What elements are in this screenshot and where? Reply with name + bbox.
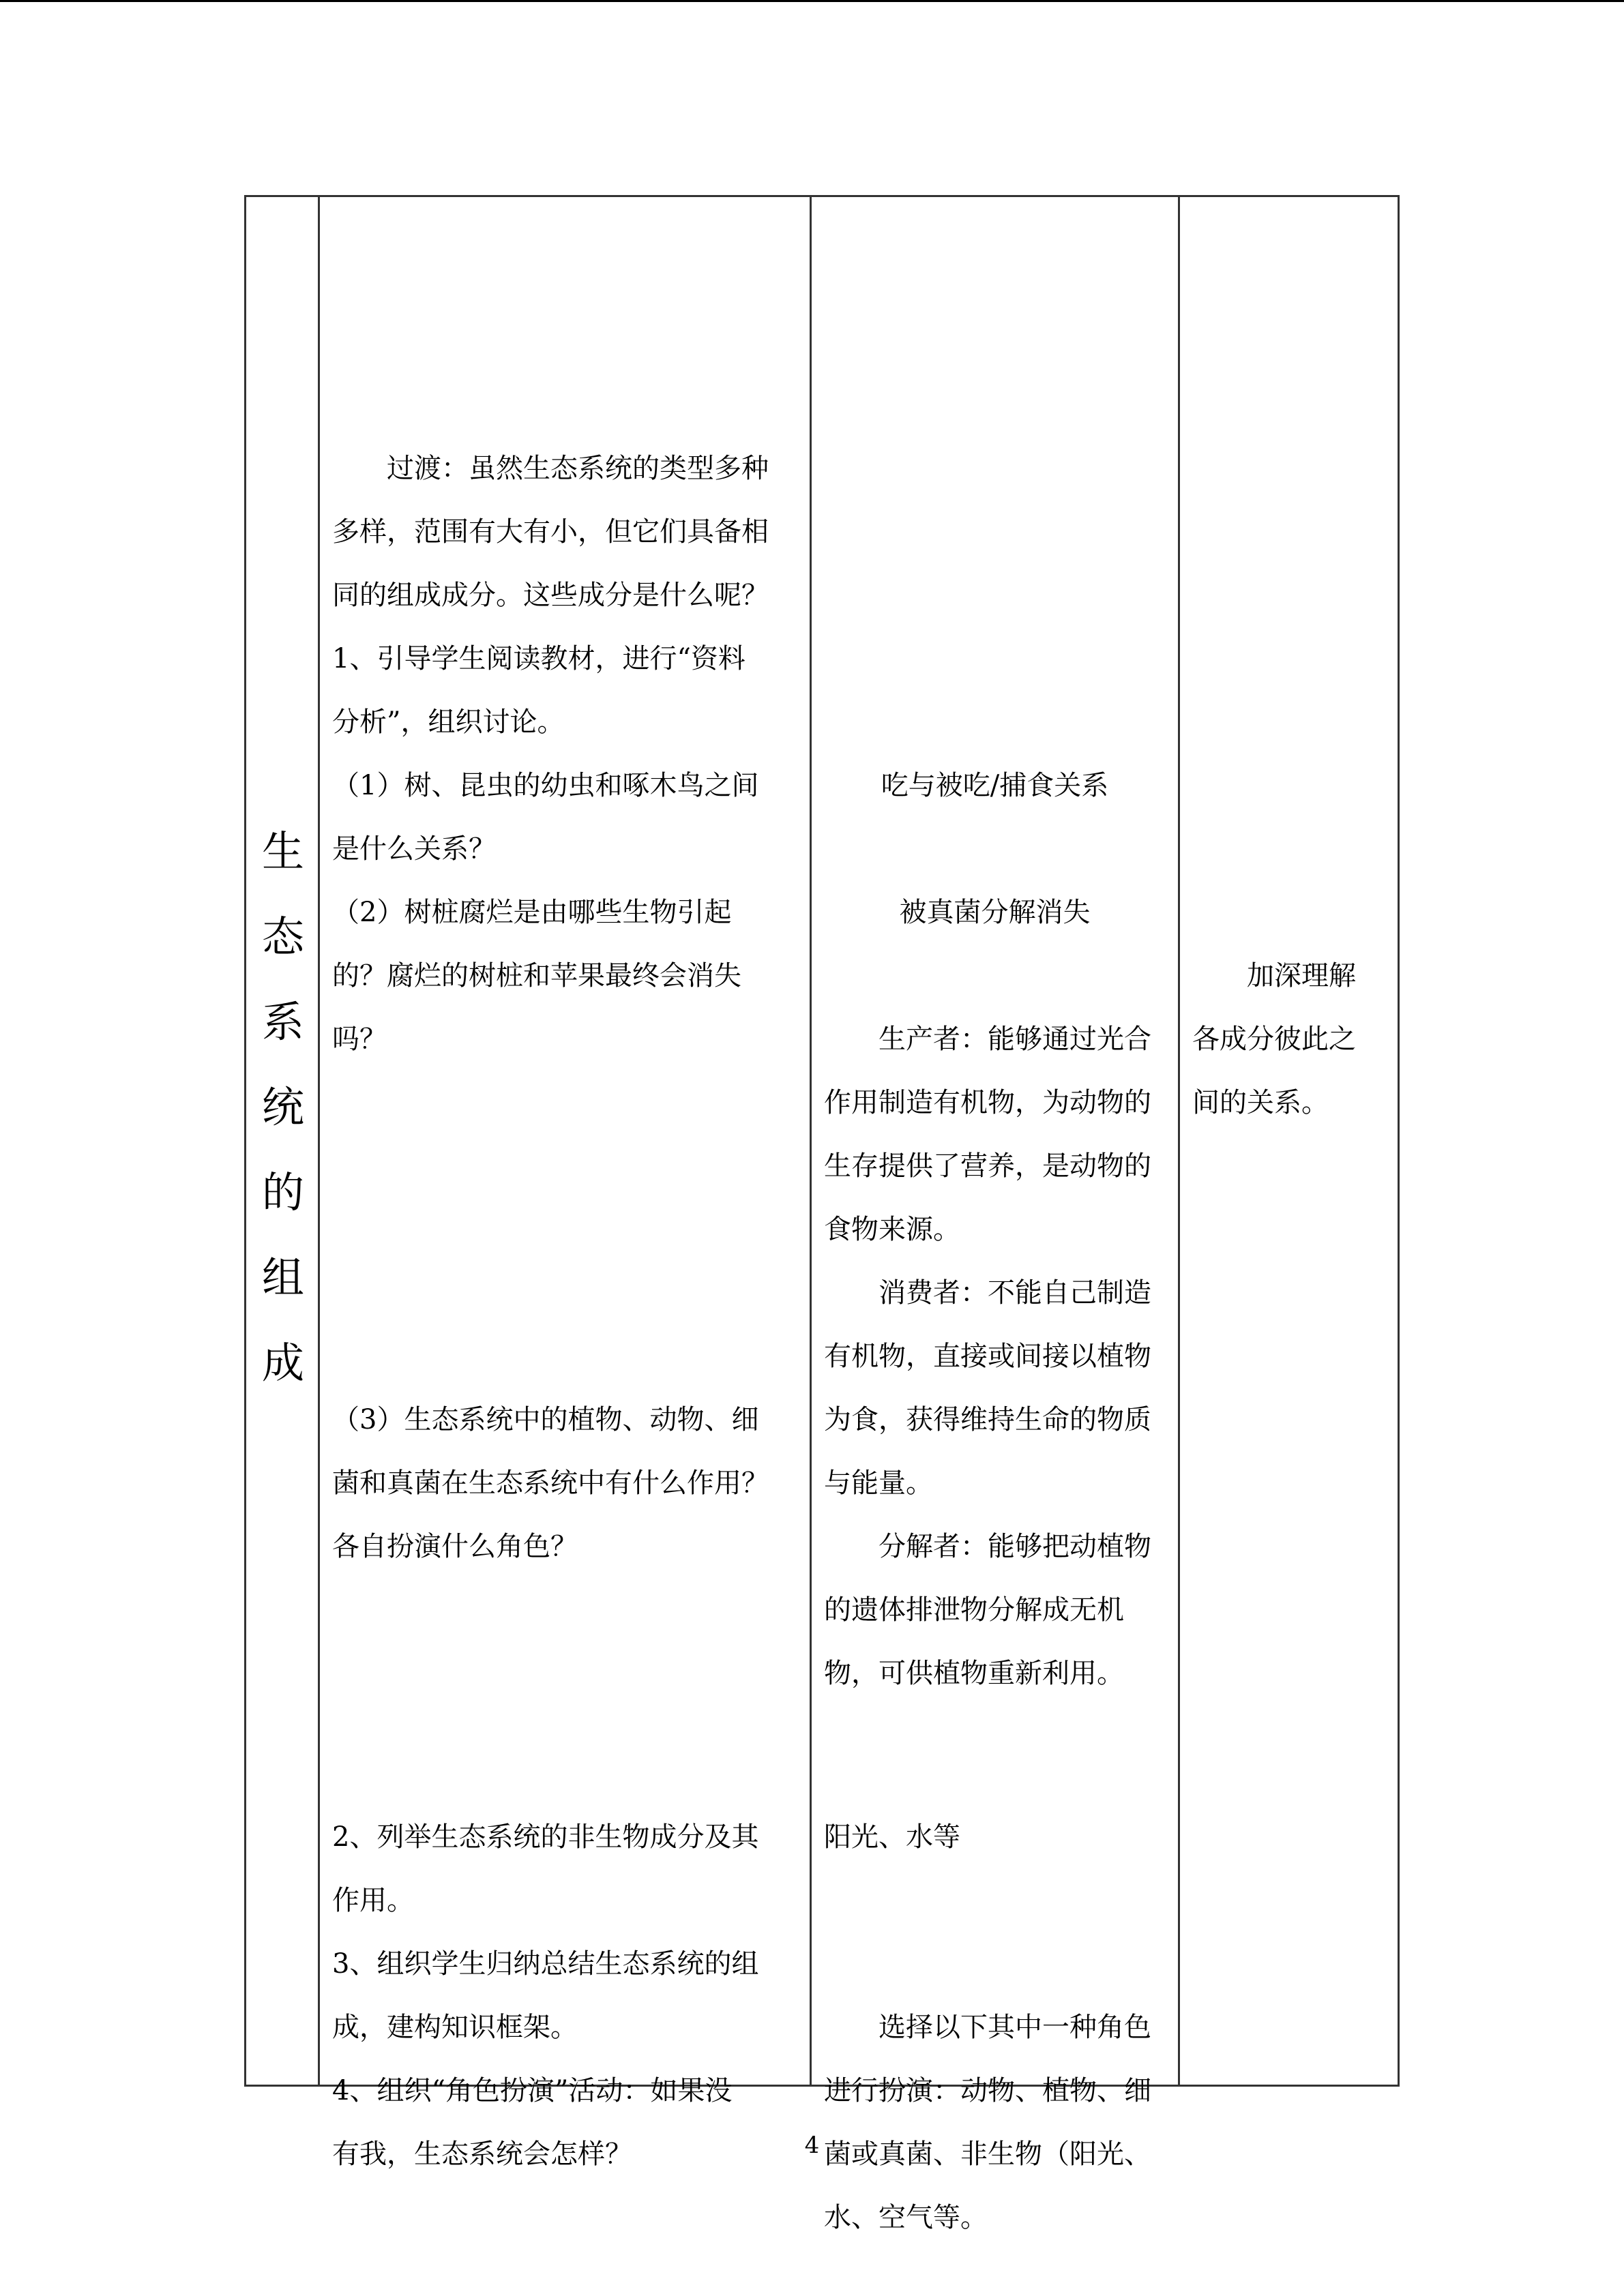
lesson-table xyxy=(244,195,1400,2233)
student-line: 食物来源。 xyxy=(824,1214,960,1245)
section-title-char: 态 xyxy=(261,912,304,961)
student-line: 分解者：能够把动植物 xyxy=(824,1531,1151,1562)
intent-line: 各成分彼此之 xyxy=(1192,1024,1356,1055)
page-number: 4 xyxy=(804,2132,820,2159)
top-border-line xyxy=(0,0,1624,2)
student-line: 被真菌分解消失 xyxy=(899,897,1091,928)
teacher-line: 有我，生态系统会怎样？ xyxy=(332,2138,632,2170)
student-line: 物，可供植物重新利用。 xyxy=(824,1658,1124,1689)
teacher-line: 同的组成成分。这些成分是什么呢？ xyxy=(332,580,769,611)
section-title-char: 的 xyxy=(261,1167,304,1217)
student-line: 生存提供了营养，是动物的 xyxy=(824,1150,1151,1182)
teacher-line: 是什么关系？ xyxy=(332,833,496,865)
design-intent-cell xyxy=(1180,197,1398,2085)
teacher-line: 各自扮演什么角色？ xyxy=(332,1531,578,1562)
teacher-line: 1、引导学生阅读教材，进行“资料 xyxy=(332,643,745,674)
teacher-line: 的？腐烂的树桩和苹果最终会消失 xyxy=(332,960,741,992)
teacher-line: （1）树、昆虫的幼虫和啄木鸟之间 xyxy=(332,770,759,801)
student-line: 有机物，直接或间接以植物 xyxy=(824,1341,1151,1372)
section-title-char: 系 xyxy=(261,997,304,1047)
student-line: 作用制造有机物，为动物的 xyxy=(824,1087,1151,1118)
teacher-line: 作用。 xyxy=(332,1885,414,1916)
intent-line: 间的关系。 xyxy=(1192,1087,1329,1118)
student-line: 水、空气等。 xyxy=(824,2202,988,2233)
teacher-line: （3）生态系统中的植物、动物、细 xyxy=(332,1404,759,1435)
teacher-line: 2、列举生态系统的非生物成分及其 xyxy=(332,1821,759,1853)
intent-line: 加深理解 xyxy=(1192,960,1356,992)
teacher-line: 3、组织学生归纳总结生态系统的组 xyxy=(332,1948,759,1980)
student-line: 与能量。 xyxy=(824,1467,933,1499)
student-line: 消费者：不能自己制造 xyxy=(824,1277,1151,1309)
teacher-line: 过渡：虽然生态系统的类型多种 xyxy=(332,453,769,484)
section-title-cell xyxy=(246,197,320,2085)
section-title-char: 组 xyxy=(261,1253,304,1302)
student-line: 进行扮演：动物、植物、细 xyxy=(824,2075,1151,2106)
student-activity-cell xyxy=(812,197,1178,2233)
student-line: 选择以下其中一种角色 xyxy=(824,2012,1151,2043)
student-line: 阳光、水等 xyxy=(824,1821,960,1853)
section-title-char: 生 xyxy=(261,826,304,876)
teacher-activity-cell xyxy=(320,197,810,2170)
section-title-char: 统 xyxy=(261,1082,304,1132)
student-line: 为食，获得维持生命的物质 xyxy=(824,1404,1151,1435)
teacher-line: 4、组织“角色扮演”活动：如果没 xyxy=(332,2075,733,2106)
section-title-char: 成 xyxy=(261,1338,304,1388)
student-line: 的遗体排泄物分解成无机 xyxy=(824,1594,1124,1626)
teacher-line: 多样，范围有大有小，但它们具备相 xyxy=(332,516,769,548)
teacher-line: 成，建构知识框架。 xyxy=(332,2012,578,2043)
student-line: 菌或真菌、非生物（阳光、 xyxy=(824,2138,1151,2170)
student-line: 生产者：能够通过光合 xyxy=(824,1024,1151,1055)
teacher-line: 分析”，组织讨论。 xyxy=(332,706,565,738)
teacher-line: 菌和真菌在生态系统中有什么作用？ xyxy=(332,1467,769,1499)
student-line: 吃与被吃/捕食关系 xyxy=(881,770,1109,801)
teacher-line: 吗？ xyxy=(332,1024,387,1055)
teacher-line: （2）树桩腐烂是由哪些生物引起 xyxy=(332,897,732,928)
